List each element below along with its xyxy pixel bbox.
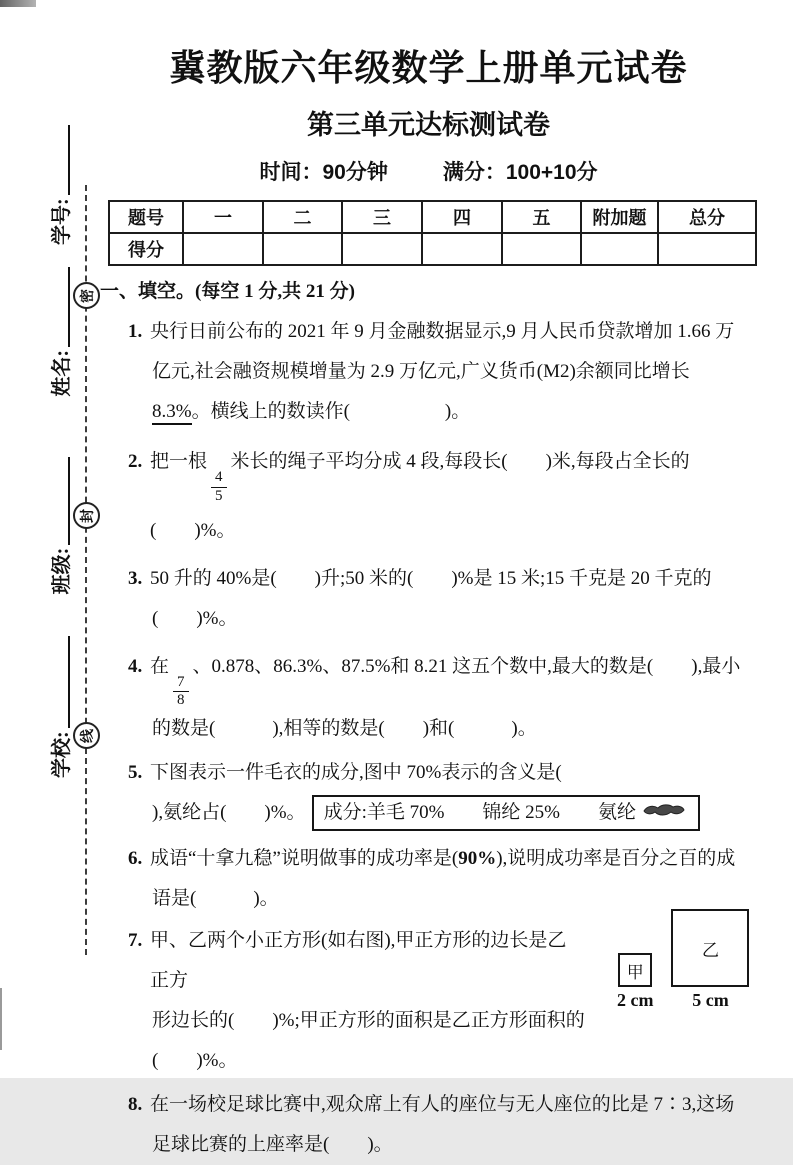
question-text: 。横线上的数读作( )。 [191,401,471,422]
fraction-denominator: 5 [215,487,223,504]
question-text [150,641,757,710]
question-line [100,641,757,710]
col-question-no: 题号 [109,201,183,233]
score-cell [502,233,581,265]
student-info-margin [36,68,74,900]
score-row-label: 得分 [109,233,183,265]
full-score: 满分：100+10分 [442,161,598,184]
col-total: 总分 [658,201,756,233]
question-number: 3. [128,567,143,589]
squares-diagram [617,909,755,1013]
score-cell [422,233,502,265]
col-part-4: 四 [422,201,502,233]
square-yi-size: 5 cm [692,990,729,1010]
score-cell [581,233,658,265]
question-text: 下图表示一件毛衣的成分,图中 70%表示的含义是( [150,762,562,783]
square-yi-label: 乙 [701,940,719,960]
paper-meta [100,156,757,186]
question-number: 1. [128,321,143,342]
col-bonus: 附加题 [581,201,658,233]
question-line [100,436,757,557]
col-part-5: 五 [502,201,581,233]
square-yi-group [671,909,749,1013]
composition-spandex-label: 氨纶 [598,802,637,823]
composition-nylon: 锦纶 25% [482,802,560,823]
question-text: ),说明成功率是百分之百的成 [496,848,736,869]
question-8 [100,1085,757,1165]
scan-corner-smudge [0,0,36,7]
question-4 [100,641,757,750]
question-5 [100,753,757,833]
question-text: 成语“十拿九稳”说明做事的成功率是( [150,848,459,869]
question-line [100,753,757,793]
question-line: 亿元,社会融资规模增量为 2.9 万亿元,广义货币(M2)余额同比增长 [152,361,690,382]
name-field [45,267,74,397]
question-line [100,392,757,432]
score-cell [658,233,756,265]
question-text: ),氨纶占( )%。 [152,802,306,823]
paper-subtitle: 第三单元达标测试卷 [307,110,550,140]
school-write-line [66,636,70,728]
square-jia-label: 甲 [626,962,644,982]
question-line [100,921,585,1001]
question-line: 形边长的( )%;甲正方形的面积是乙正方形面积的 [152,1010,585,1031]
question-number: 6. [128,848,143,869]
question-number: 7. [128,930,143,951]
col-part-1: 一 [183,201,263,233]
question-line [100,312,757,352]
question-text: 在一场校足球比赛中,观众席上有人的座位与无人座位的比是 7∶3,这场 [150,1094,735,1115]
score-table-header-row [109,201,756,233]
seal-char-mi [73,282,100,309]
school-field [45,636,74,778]
question-line [100,793,757,833]
question-text: 甲、乙两个小正方形(如右图),甲正方形的边长是乙正方 [150,930,567,991]
question-text: 在 [150,655,170,677]
seal-char-feng [73,502,100,529]
class-field [45,457,74,595]
student-no-label: 学号: [51,198,73,245]
ink-smudge-icon [642,802,686,818]
score-cell [183,233,263,265]
score-cell [342,233,422,265]
question-text: 米长的绳子平均分成 4 段,每段长( )米,每段占全长的( )%。 [150,451,690,541]
square-yi [671,909,749,987]
question-text: 、0.878、86.3%、87.5%和 8.21 这五个数中,最大的数是( ),最小 [192,655,741,677]
question-number: 4. [128,655,143,677]
question-3 [100,559,757,639]
question-number: 5. [128,762,143,783]
square-jia [618,953,652,987]
scan-edge-mark [0,988,2,1050]
name-label: 姓名: [51,349,73,397]
question-text: 把一根 [150,451,208,472]
question-7 [100,921,757,1081]
question-line: ( )%。 [152,607,238,629]
name-write-line [66,267,70,347]
question-1 [100,312,757,432]
score-table [108,200,757,266]
question-2 [100,436,757,557]
seal-char-xian [73,722,100,749]
question-number: 8. [128,1094,143,1115]
question-line: 的数是( ),相等的数是( )和( )。 [152,718,537,739]
questions-area [100,272,757,1165]
question-text [150,436,757,557]
fraction [211,470,227,505]
composition-wool: 成分:羊毛 70% [323,802,445,823]
section-heading: 一、填空。(每空 1 分,共 21 分) [100,281,355,302]
question-line [100,559,757,599]
fraction-numerator: 7 [173,675,189,693]
student-no-field [45,125,74,245]
school-label: 学校: [51,731,73,778]
question-text: 央行日前公布的 2021 年 9 月金融数据显示,9 月人民币贷款增加 1.66 万 [150,321,735,342]
square-jia-size: 2 cm [617,990,654,1010]
question-line [100,1085,757,1125]
student-no-write-line [66,125,70,195]
class-write-line [66,457,70,545]
score-table-score-row [109,233,756,265]
paper-title: 冀教版六年级数学上册单元试卷 [169,47,688,88]
question-text: 50 升的 40%是( )升;50 米的( )%是 15 米;15 千克是 20 千克的 [150,567,712,589]
square-jia-group [617,953,653,1013]
underlined-value: 8.3% [152,401,192,425]
question-line: 足球比赛的上座率是( )。 [152,1134,393,1155]
fraction [173,675,189,710]
question-line: ( )%。 [152,1050,238,1071]
class-label: 班级: [51,547,73,595]
garment-composition-box [312,795,700,831]
time-limit: 时间：90分钟 [259,161,388,184]
fraction-numerator: 4 [211,470,227,488]
question-line [100,839,757,879]
question-text [150,839,757,879]
fraction-denominator: 8 [177,692,185,709]
question-line: 语是( )。 [152,888,279,909]
seal-char-label: 线 [80,728,96,743]
composition-spandex [598,798,686,828]
question-number: 2. [128,451,143,472]
score-cell [263,233,342,265]
seal-char-label: 密 [80,288,96,303]
col-part-2: 二 [263,201,342,233]
prefilled-answer: 90% [458,848,497,869]
col-part-3: 三 [342,201,422,233]
seal-char-label: 封 [80,508,96,523]
question-6 [100,839,757,919]
